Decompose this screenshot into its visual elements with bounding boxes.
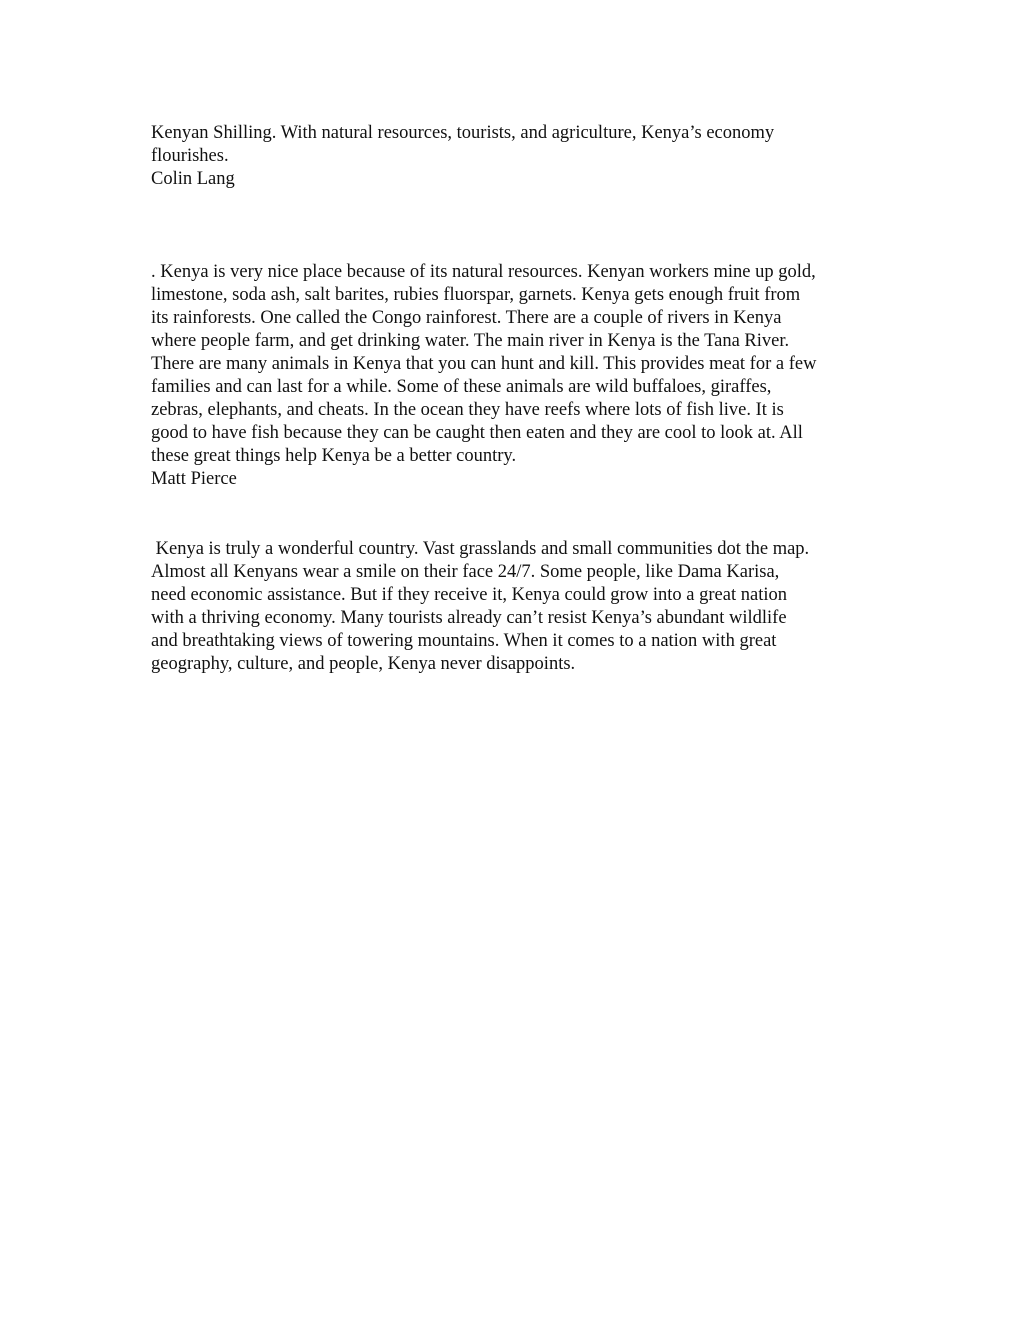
text-line: geography, culture, and people, Kenya never disappoints. <box>151 654 576 674</box>
text-line: Almost all Kenyans wear a smile on their face 24/7. Some people, like Dama Karisa, <box>151 562 780 582</box>
text-line: these great things help Kenya be a better country. <box>151 446 517 466</box>
text-line: where people farm, and get drinking water. The main river in Kenya is the Tana River. <box>151 331 790 351</box>
text-line: limestone, soda ash, salt barites, rubies fluorspar, garnets. Kenya gets enough fruit from <box>151 285 801 305</box>
text-line: Kenyan Shilling. With natural resources, tourists, and agriculture, Kenya’s economy <box>151 123 775 143</box>
text-line: its rainforests. One called the Congo rainforest. There are a couple of rivers in Kenya <box>151 308 782 328</box>
author-name: Colin Lang <box>151 169 235 189</box>
text-line: and breathtaking views of towering mountains. When it comes to a nation with great <box>151 631 777 651</box>
text-line: good to have fish because they can be caught then eaten and they are cool to look at. All <box>151 423 803 443</box>
text-line: Kenya is truly a wonderful country. Vast grasslands and small communities dot the map. <box>151 539 810 559</box>
text-line: families and can last for a while. Some of these animals are wild buffaloes, giraffes, <box>151 377 772 397</box>
text-line: zebras, elephants, and cheats. In the ocean they have reefs where lots of fish live. It is <box>151 400 784 420</box>
text-line: with a thriving economy. Many tourists already can’t resist Kenya’s abundant wildlife <box>151 608 787 628</box>
author-name: Matt Pierce <box>151 469 237 489</box>
text-line: need economic assistance. But if they receive it, Kenya could grow into a great nation <box>151 585 787 605</box>
text-line: flourishes. <box>151 146 229 166</box>
text-line: There are many animals in Kenya that you can hunt and kill. This provides meat for a few <box>151 354 817 374</box>
text-line: . Kenya is very nice place because of its natural resources. Kenyan workers mine up gold, <box>151 262 816 282</box>
